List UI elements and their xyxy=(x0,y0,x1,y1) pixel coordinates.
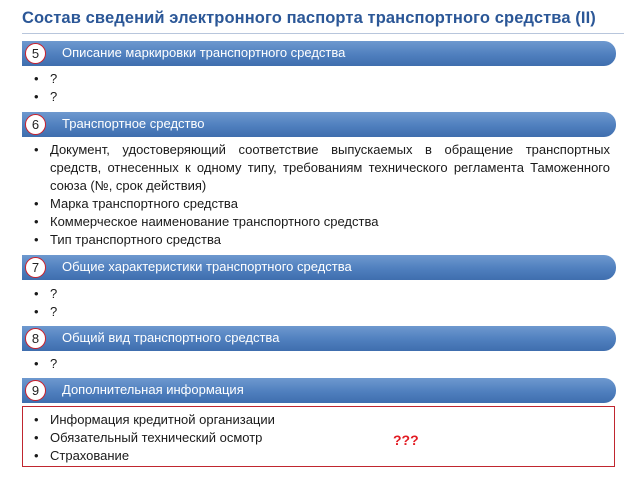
section-7-heading: Общие характеристики транспортного средства xyxy=(62,259,352,274)
bullet-icon: • xyxy=(34,196,39,211)
list-item: • Страхование xyxy=(34,448,130,463)
section-5-heading: Описание маркировки транспортного средства xyxy=(62,45,346,60)
section-9-header xyxy=(22,378,616,403)
title-divider xyxy=(22,33,624,34)
list-item: • ? xyxy=(34,356,58,371)
bullet-icon: • xyxy=(34,412,39,427)
list-item: • ? xyxy=(34,304,58,319)
bullet-icon: • xyxy=(34,448,39,463)
section-6-number-badge: 6 xyxy=(25,114,46,135)
bullet-icon: • xyxy=(34,89,39,104)
list-item: • Информация кредитной организации xyxy=(34,412,275,427)
section-9-heading: Дополнительная информация xyxy=(62,382,244,397)
bullet-icon: • xyxy=(34,232,39,247)
section-8-list xyxy=(30,355,610,373)
list-item: • Документ, удостоверяющий соответствие выпускаемых в обращение транспортных средств, отнесенных к одному типу, требованиям технического регламента Таможенного союза (№, срок действия) xyxy=(34,142,610,193)
bullet-icon: • xyxy=(34,286,39,301)
list-item: • Марка транспортного средства xyxy=(34,196,238,211)
section-6-heading: Транспортное средство xyxy=(62,116,205,131)
bullet-icon: • xyxy=(34,304,39,319)
question-annotation: ??? xyxy=(393,432,419,448)
bullet-icon: • xyxy=(34,430,39,445)
bullet-icon: • xyxy=(34,214,39,229)
section-5-header xyxy=(22,41,616,66)
page-title: Состав сведений электронного паспорта транспортного средства (II) xyxy=(22,9,596,27)
section-7-number-badge: 7 xyxy=(25,257,46,278)
section-7-list xyxy=(30,285,610,321)
section-9-number-badge: 9 xyxy=(25,380,46,401)
list-item: • Тип транспортного средства xyxy=(34,232,221,247)
section-8-heading: Общий вид транспортного средства xyxy=(62,330,280,345)
list-item: • Коммерческое наименование транспортного средства xyxy=(34,214,379,229)
bullet-icon: • xyxy=(34,71,39,86)
list-item: • ? xyxy=(34,71,58,86)
bullet-icon: • xyxy=(34,356,39,371)
list-item: • ? xyxy=(34,286,58,301)
section-8-header xyxy=(22,326,616,351)
section-6-header xyxy=(22,112,616,137)
section-6-list xyxy=(30,141,610,249)
list-item: • Обязательный технический осмотр xyxy=(34,430,263,445)
section-7-header xyxy=(22,255,616,280)
section-8-number-badge: 8 xyxy=(25,328,46,349)
list-item: • ? xyxy=(34,89,58,104)
section-9-list xyxy=(30,411,610,465)
bullet-icon: • xyxy=(34,142,39,157)
section-5-list xyxy=(30,70,610,106)
section-5-number-badge: 5 xyxy=(25,43,46,64)
